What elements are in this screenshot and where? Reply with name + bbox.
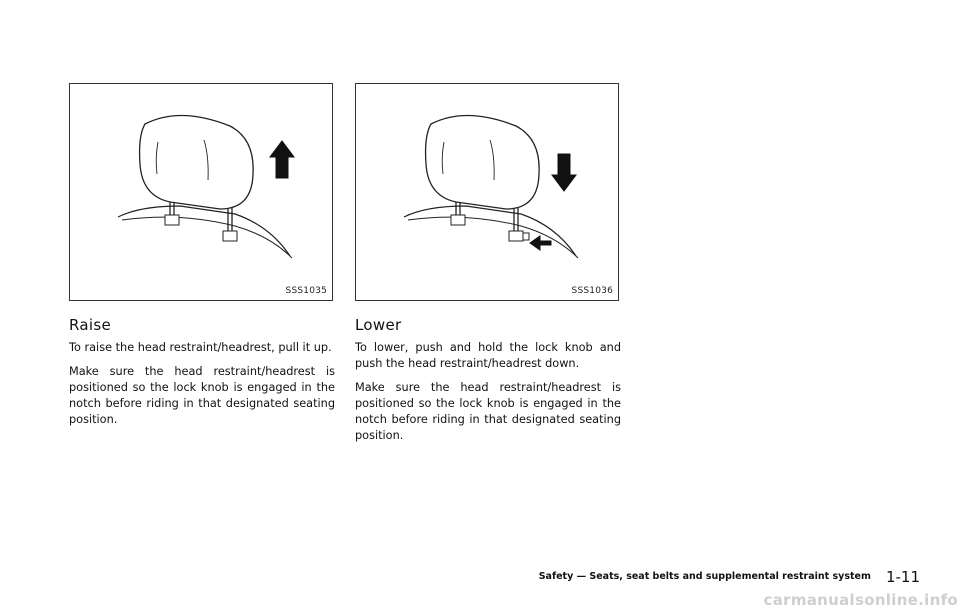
section-raise <box>69 316 335 436</box>
page-footer <box>480 566 920 586</box>
paragraph: To lower, push and hold the lock knob and push the head restraint/headrest down. <box>355 341 621 370</box>
arrow-up-icon <box>270 141 294 178</box>
figure-code: SSS1035 <box>285 286 327 296</box>
figure-lower <box>355 83 619 301</box>
headrest-raise-illustration <box>70 84 334 302</box>
page-number: 1-11 <box>885 567 920 586</box>
arrow-down-icon <box>552 154 576 191</box>
section-heading: Raise <box>69 316 111 334</box>
arrow-left-icon <box>530 236 551 250</box>
headrest-lower-illustration <box>356 84 620 302</box>
figure-code: SSS1036 <box>571 286 613 296</box>
paragraph: To raise the head restraint/headrest, pull it up. <box>69 341 332 354</box>
section-lower <box>355 316 621 452</box>
paragraph: Make sure the head restraint/headrest is positioned so the lock knob is engaged in the notch before riding in that designated seating position. <box>69 365 335 426</box>
section-heading: Lower <box>355 316 402 334</box>
paragraph: Make sure the head restraint/headrest is positioned so the lock knob is engaged in the notch before riding in that designated seating position. <box>355 381 621 442</box>
figure-raise <box>69 83 333 301</box>
chapter-title: Safety — Seats, seat belts and supplemental restraint system <box>538 571 871 582</box>
watermark: carmanualsonline.info <box>763 591 958 609</box>
